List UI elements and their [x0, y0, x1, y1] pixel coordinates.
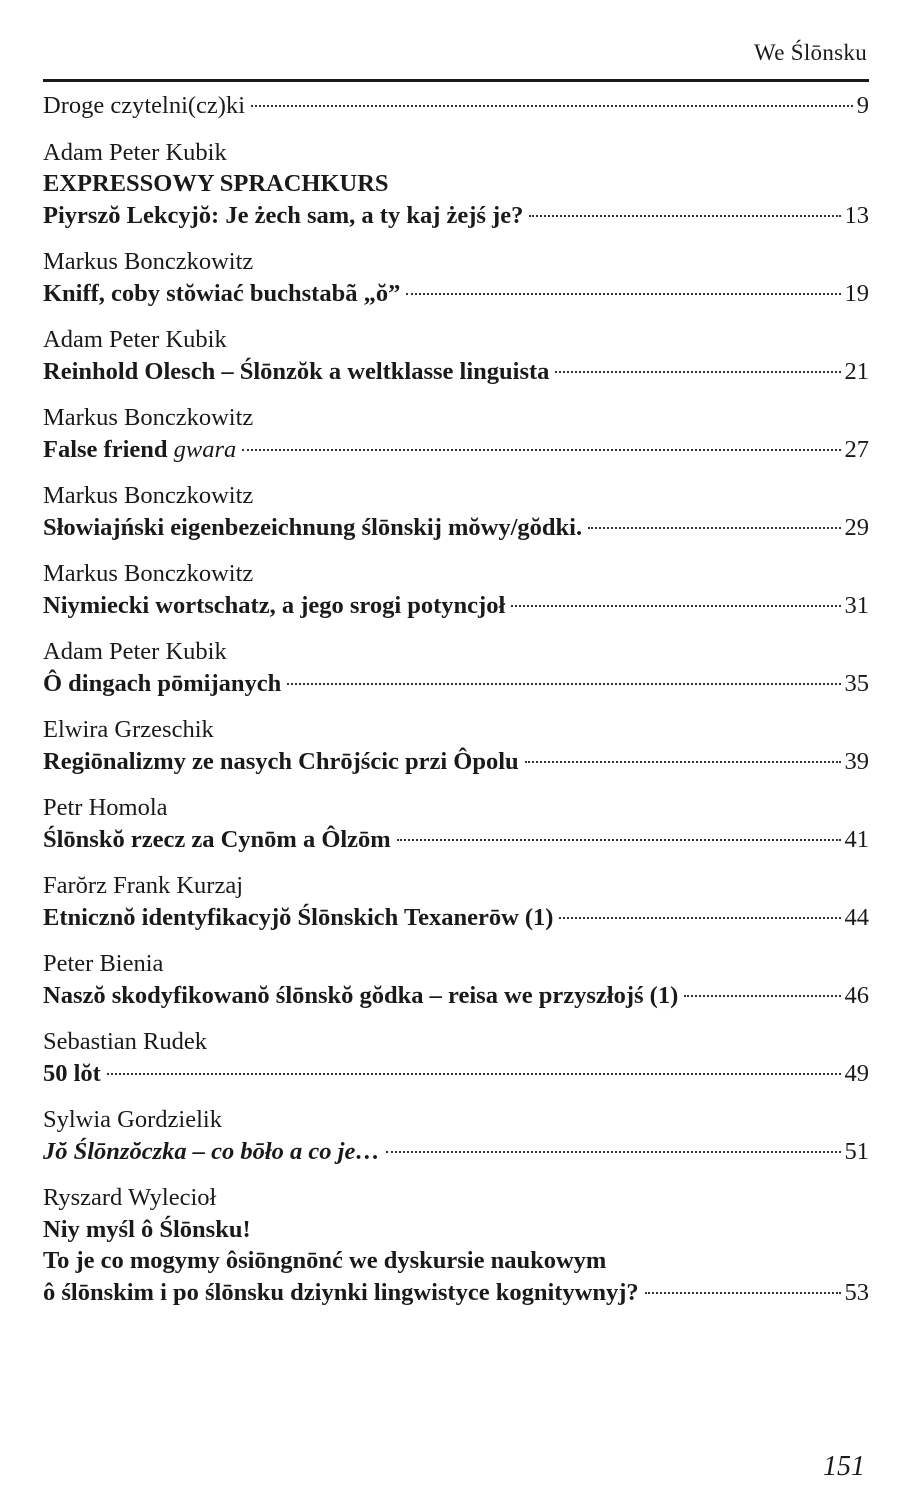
table-of-contents: [43, 90, 869, 1323]
dot-leader: [107, 1073, 841, 1075]
toc-entry-intro: [43, 90, 869, 122]
entry-author: Sylwia Gordzielik: [43, 1106, 222, 1133]
entry-author: Ryszard Wylecioł: [43, 1184, 217, 1211]
entry-author: Farŏrz Frank Kurzaj: [43, 872, 244, 899]
toc-entry: [43, 1026, 869, 1089]
entry-title: Jŏ Ślōnzŏczka – co bōło a co je…: [43, 1137, 380, 1165]
toc-entry: [43, 402, 869, 465]
entry-title: Ślōnskŏ rzecz za Cynōm a Ôlzōm: [43, 825, 391, 853]
entry-title: Kniff, coby stŏwiać buchstabã „ŏ”: [43, 279, 401, 307]
entry-title: 50 lŏt: [43, 1059, 101, 1087]
entry-author: Markus Bonczkowitz: [43, 404, 254, 431]
entry-title: Naszŏ skodyfikowanŏ ślōnskŏ gŏdka – reisa we przyszłojś (1): [43, 981, 679, 1009]
entry-page: 46: [844, 981, 869, 1009]
dot-leader: [555, 371, 840, 373]
entry-page: 13: [844, 201, 869, 229]
entry-page: 39: [844, 747, 869, 775]
toc-entry: [43, 558, 869, 621]
toc-entry: [43, 324, 869, 387]
toc-entry: [43, 948, 869, 1011]
dot-leader: [251, 105, 853, 107]
toc-entry: [43, 1104, 869, 1167]
entry-page: 9: [856, 92, 869, 119]
toc-entry: [43, 792, 869, 855]
entry-title: Regiōnalizmy ze nasych Chrōjścic przi Ôpolu: [43, 747, 519, 775]
entry-page: 21: [844, 357, 869, 385]
running-header: We Ślōnsku: [754, 40, 867, 65]
entry-title-line-3: ô ślōnskim i po ślōnsku dziynki lingwistyce kognitywnyj?: [43, 1278, 639, 1306]
dot-leader: [525, 761, 841, 763]
entry-page: 44: [844, 903, 869, 931]
entry-page: 29: [844, 513, 869, 541]
dot-leader: [287, 683, 840, 685]
entry-title: Ô dingach pōmijanych: [43, 669, 282, 697]
entry-page: 19: [844, 279, 869, 307]
toc-entry: [43, 480, 869, 543]
entry-author: Petr Homola: [43, 794, 168, 821]
entry-page: 27: [844, 435, 869, 463]
dot-leader: [684, 995, 840, 997]
entry-author: Markus Bonczkowitz: [43, 248, 254, 275]
entry-title-italic: gwara: [173, 435, 237, 463]
dot-leader: [406, 293, 840, 295]
toc-entry: [43, 636, 869, 699]
toc-entry: [43, 246, 869, 309]
entry-page: 41: [844, 825, 869, 853]
dot-leader: [559, 917, 840, 919]
dot-leader: [242, 449, 840, 451]
entry-title: Słowiajński eigenbezeichnung ślōnskij mŏwy/gŏdki.: [43, 513, 583, 541]
dot-leader: [397, 839, 841, 841]
entry-title: Droge czytelni(cz)ki: [43, 92, 246, 119]
dot-leader: [511, 605, 840, 607]
entry-title-line-2: To je co mogymy ôsiōngnōnć we dyskursie naukowym: [43, 1247, 607, 1274]
entry-page: 49: [844, 1059, 869, 1087]
entry-author: Peter Bienia: [43, 950, 164, 977]
entry-author: Adam Peter Kubik: [43, 326, 227, 353]
entry-page: 51: [844, 1137, 869, 1165]
toc-entry: [43, 714, 869, 777]
entry-page: 31: [844, 591, 869, 619]
entry-author: Markus Bonczkowitz: [43, 560, 254, 587]
entry-title-prefix: False friend: [43, 435, 174, 463]
entry-author: Sebastian Rudek: [43, 1028, 207, 1055]
entry-author: Adam Peter Kubik: [43, 638, 227, 665]
entry-author: Markus Bonczkowitz: [43, 482, 254, 509]
header-rule: [43, 79, 869, 82]
toc-entry: [43, 137, 869, 232]
toc-entry: [43, 870, 869, 933]
entry-author: Elwira Grzeschik: [43, 716, 214, 743]
entry-page: 35: [844, 669, 869, 697]
entry-series: EXPRESSOWY SPRACHKURS: [43, 170, 389, 197]
entry-author: Adam Peter Kubik: [43, 138, 227, 166]
entry-title: [43, 434, 236, 466]
dot-leader: [588, 527, 840, 529]
entry-title: Piyrszŏ Lekcyjŏ: Je żech sam, a ty kaj żejś je?: [43, 201, 524, 229]
page-number: 151: [823, 1451, 865, 1482]
entry-title: Niymiecki wortschatz, a jego srogi potyncjoł: [43, 591, 506, 619]
entry-title: Etnicznŏ identyfikacyjŏ Ślōnskich Texanerōw (1): [43, 903, 554, 931]
toc-entry-last: [43, 1182, 869, 1308]
entry-page: 53: [844, 1278, 869, 1306]
entry-title: Reinhold Olesch – Ślōnzŏk a weltklasse linguista: [43, 357, 550, 385]
dot-leader: [645, 1292, 841, 1294]
entry-title-line-1: Niy myśl ô Ślōnsku!: [43, 1215, 251, 1243]
dot-leader: [529, 215, 840, 217]
dot-leader: [386, 1151, 841, 1153]
